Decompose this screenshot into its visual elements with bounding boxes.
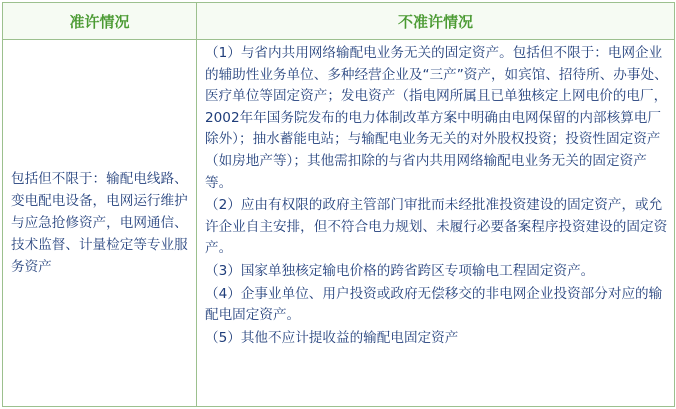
asset-table <box>2 2 675 407</box>
not-allowed-cell <box>197 40 675 407</box>
not-allowed-item-5: （5）其他不应计提收益的输配电固定资产 <box>205 329 459 346</box>
allowed-cell: 包括但不限于：输配电线路、变电配电设备，电网运行维护与应急抢修资产，电网通信、技术监督、计量检定等专业服务资产 <box>3 40 197 407</box>
not-allowed-item-2: （2）应由有权限的政府主管部门审批而未经批准投资建设的固定资产，或允许企业自主安排，但不符合电力规划、未履行必要备案程序投资建设的固定资产。 <box>205 197 668 257</box>
not-allowed-item-4: （4）企事业单位、用户投资或政府无偿移交的非电网企业投资部分对应的输配电固定资产。 <box>205 285 663 324</box>
not-allowed-item-1: （1）与省内共用网络输配电业务无关的固定资产。包括但不限于：电网企业的辅助性业务单位、多种经营企业及“三产”资产，如宾馆、招待所、办事处、医疗单位等固定资产；发电资产（指电网所属且已单独核定上网电价的电厂，2002年年国务院发布的电力体制改革方案中明确由电网保留的内部核算电厂除外）；抽水蓄能电站；与输配电业务无关的对外股权投资；投资性固定资产（如房地产等）；其他需扣除的与省内共用网络输配电业务无关的固定资产等。 <box>205 45 668 191</box>
header-not-allowed: 不准许情况 <box>197 3 675 40</box>
header-row <box>3 3 675 40</box>
not-allowed-item-3: （3）国家单独核定输电价格的跨省跨区专项输电工程固定资产。 <box>205 262 595 279</box>
content-row <box>3 40 675 407</box>
header-allowed: 准许情况 <box>3 3 197 40</box>
